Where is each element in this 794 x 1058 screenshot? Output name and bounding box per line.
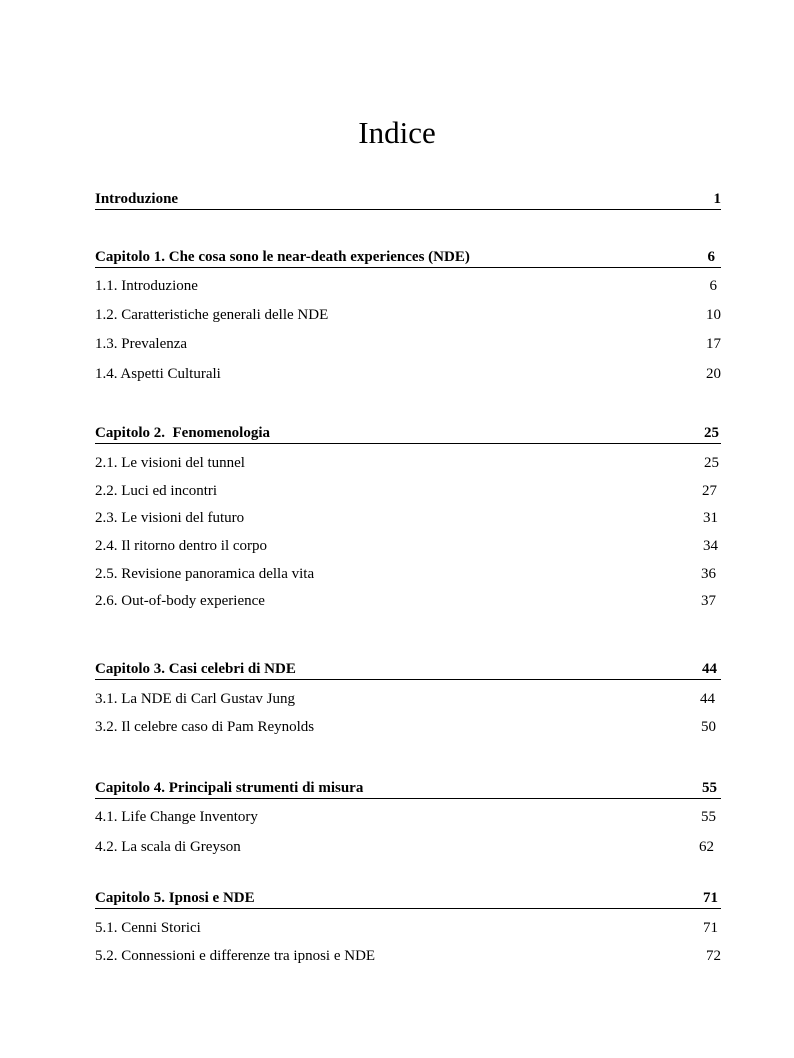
toc-section[interactable] — [95, 481, 721, 501]
toc-section-page: 20 — [706, 366, 721, 382]
toc-section-page: 17 — [706, 336, 721, 352]
toc-section[interactable] — [95, 364, 721, 384]
toc-section-page: 34 — [703, 538, 718, 554]
toc-chapter-page: 55 — [702, 780, 717, 796]
toc-section-title: 3.2. Il celebre caso di Pam Reynolds — [95, 719, 315, 735]
toc-section[interactable] — [95, 508, 721, 528]
toc-section[interactable] — [95, 918, 721, 938]
toc-entry-title: Introduzione — [95, 191, 179, 207]
toc-section-title: 1.4. Aspetti Culturali — [95, 366, 221, 382]
page-title: Indice — [358, 115, 436, 150]
toc-section-page: 31 — [703, 510, 718, 526]
toc-section-page: 44 — [700, 691, 715, 707]
toc-intro[interactable] — [95, 190, 721, 210]
toc-chapter-page: 25 — [704, 425, 719, 441]
toc-section-page: 50 — [701, 719, 716, 735]
toc-section[interactable] — [95, 276, 721, 296]
toc-chapter-title: Capitolo 4. Principali strumenti di misura — [95, 780, 364, 796]
toc-entry-page: 1 — [713, 191, 721, 207]
toc-section-title: 2.3. Le visioni del futuro — [95, 510, 245, 526]
toc-section-page: 72 — [706, 948, 721, 964]
toc-section-page: 6 — [709, 278, 717, 294]
toc-section-title: 5.2. Connessioni e differenze tra ipnosi e NDE — [95, 948, 376, 964]
toc-section[interactable] — [95, 946, 721, 966]
toc-chapter-3[interactable] — [95, 660, 721, 680]
toc-section[interactable] — [95, 453, 721, 473]
toc-section-title: 2.5. Revisione panoramica della vita — [95, 566, 315, 582]
toc-section-page: 55 — [701, 809, 716, 825]
toc-section-page: 37 — [701, 593, 716, 609]
toc-section[interactable] — [95, 536, 721, 556]
toc-section-title: 1.1. Introduzione — [95, 278, 198, 294]
toc-section[interactable] — [95, 564, 721, 584]
toc-section-title: 4.2. La scala di Greyson — [95, 839, 241, 855]
toc-chapter-title: Capitolo 2. Fenomenologia — [95, 425, 270, 441]
toc-chapter-2[interactable] — [95, 424, 721, 444]
toc-section-page: 10 — [706, 307, 721, 323]
toc-section-title: 1.2. Caratteristiche generali delle NDE — [95, 307, 329, 323]
toc-section-title: 2.1. Le visioni del tunnel — [95, 455, 245, 471]
toc-chapter-4[interactable] — [95, 779, 721, 799]
toc-chapter-title: Capitolo 3. Casi celebri di NDE — [95, 661, 296, 677]
toc-section-title: 2.4. Il ritorno dentro il corpo — [95, 538, 268, 554]
toc-section-page: 36 — [701, 566, 716, 582]
toc-section[interactable] — [95, 334, 721, 354]
toc-section[interactable] — [95, 689, 721, 709]
toc-section-page: 27 — [702, 483, 717, 499]
toc-section-title: 2.2. Luci ed incontri — [95, 483, 218, 499]
toc-section[interactable] — [95, 717, 721, 737]
toc-section-title: 2.6. Out-of-body experience — [95, 593, 265, 609]
toc-section-page: 71 — [703, 920, 718, 936]
toc-chapter-title: Capitolo 5. Ipnosi e NDE — [95, 890, 255, 906]
toc-section[interactable] — [95, 305, 721, 325]
toc-chapter-1[interactable] — [95, 248, 721, 268]
toc-section-page: 25 — [704, 455, 719, 471]
toc-chapter-page: 6 — [707, 249, 715, 265]
toc-section-page: 62 — [699, 839, 714, 855]
toc-section-title: 3.1. La NDE di Carl Gustav Jung — [95, 691, 295, 707]
toc-section-title: 1.3. Prevalenza — [95, 336, 188, 352]
toc-section-title: 5.1. Cenni Storici — [95, 920, 201, 936]
toc-section[interactable] — [95, 837, 721, 857]
toc-section[interactable] — [95, 591, 721, 611]
toc-section-title: 4.1. Life Change Inventory — [95, 809, 258, 825]
toc-chapter-page: 44 — [702, 661, 717, 677]
toc-section[interactable] — [95, 807, 721, 827]
toc-chapter-5[interactable] — [95, 889, 721, 909]
toc-chapter-page: 71 — [703, 890, 718, 906]
toc-chapter-title: Capitolo 1. Che cosa sono le near-death experiences (NDE) — [95, 249, 470, 265]
